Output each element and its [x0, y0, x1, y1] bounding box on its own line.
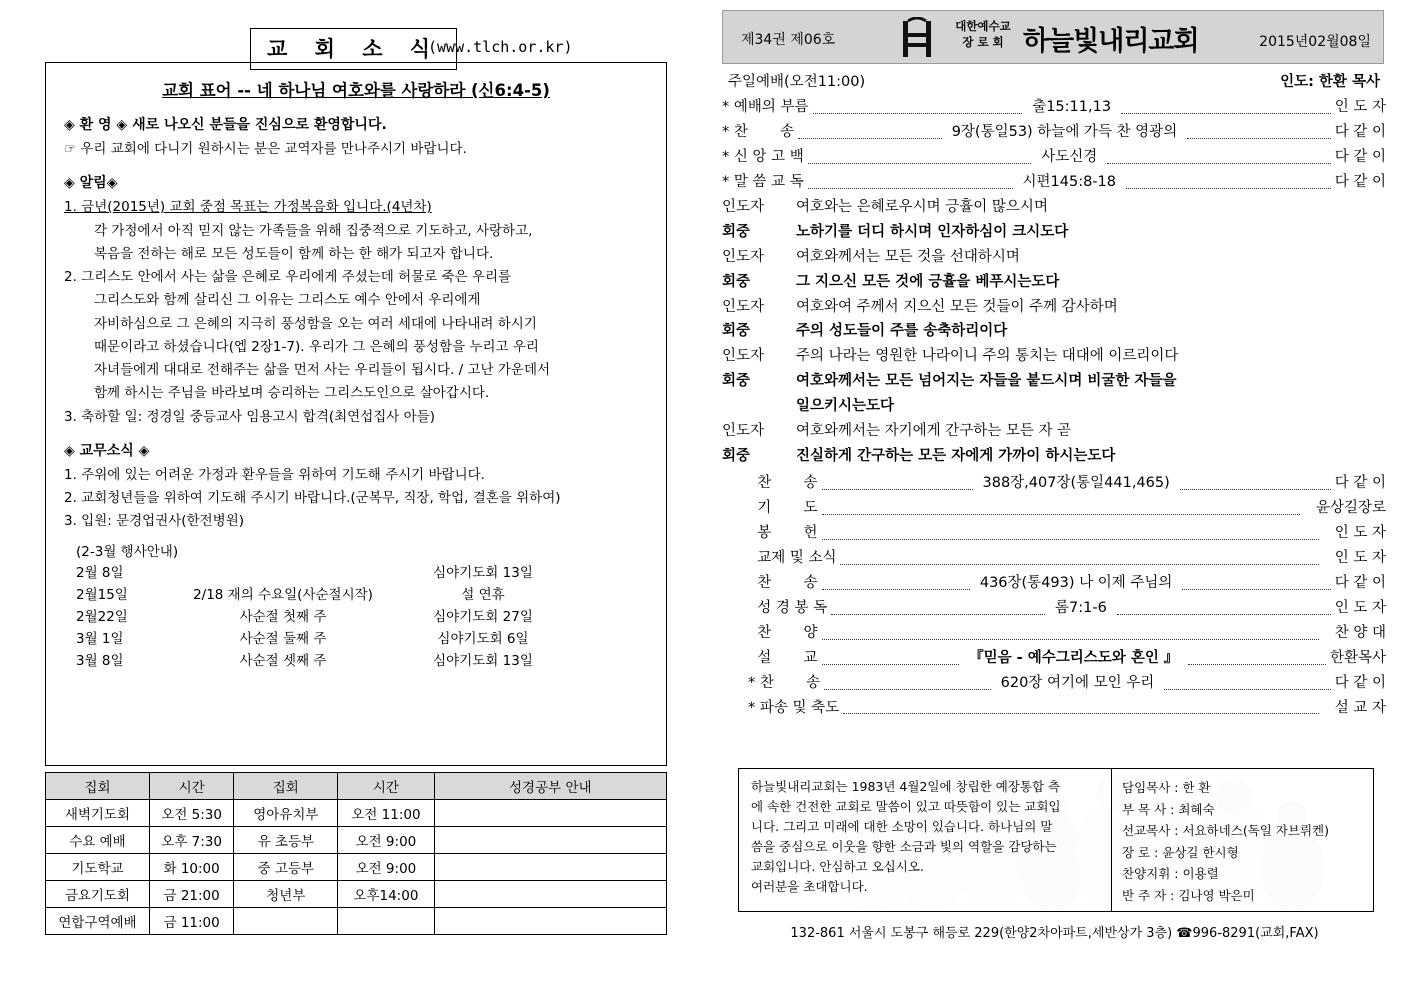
- worship-order: [722, 70, 1386, 720]
- order-line-sermon: [748, 646, 1386, 671]
- order-detail: 시편145:8-18: [1022, 173, 1116, 190]
- order-line: [748, 521, 1386, 546]
- dot-leader: [808, 187, 1013, 189]
- staff-line: 장 로 : 윤상길 한시형: [1122, 844, 1239, 860]
- reading-line: [722, 419, 1386, 444]
- news-box: [45, 62, 667, 766]
- reading-text: 여호와께서는 모든 것을 선대하시며: [796, 248, 1020, 265]
- table-row: [46, 881, 667, 908]
- reading-text: 주의 성도들이 주를 송축하리이다: [796, 323, 1008, 340]
- cell: 오후14:00: [338, 881, 434, 908]
- order-name: * 찬 송: [748, 674, 821, 691]
- order-name: * 찬 송: [722, 123, 795, 140]
- staff-line: 찬양지휘 : 이용렬: [1122, 866, 1219, 881]
- order-part2: [722, 471, 1386, 720]
- staff-line: 담임목사 : 한 환: [1122, 780, 1211, 795]
- event-row: [76, 629, 666, 651]
- cell: 영아유치부: [234, 800, 338, 827]
- dot-leader: [1107, 162, 1331, 164]
- cell: 오후 7:30: [149, 827, 233, 854]
- event-desc: 2/18 재의 수요일(사순절시작): [193, 587, 373, 604]
- cell: 금 11:00: [149, 908, 233, 935]
- column-header: 집회: [234, 773, 338, 800]
- event-note: 설 연휴: [461, 587, 505, 604]
- event-desc: [168, 563, 398, 585]
- cell: [434, 854, 666, 881]
- responsive-reading: [722, 195, 1386, 469]
- reading-speaker: 회중: [722, 223, 751, 240]
- dot-leader: [822, 588, 970, 590]
- dot-leader: [831, 613, 1045, 615]
- reading-line: [722, 319, 1386, 344]
- table-row: [46, 908, 667, 935]
- event-note: 심야기도회 13일: [433, 565, 533, 582]
- order-assignee: 다 같 이: [1334, 475, 1387, 492]
- column-header: 시간: [149, 773, 233, 800]
- cell: [434, 827, 666, 854]
- cell: 화 10:00: [149, 854, 233, 881]
- order-line: [722, 95, 1386, 120]
- reading-text: 진실하게 간구하는 모든 자에게 가까이 하시는도다: [796, 448, 1116, 465]
- right-page: [706, 0, 1403, 992]
- intro-line: 씀을 중심으로 이웃을 향한 소금과 빛의 역할을 감당하는: [751, 839, 1057, 854]
- event-desc: 사순절 셋째 주: [239, 652, 327, 669]
- notice-item: 복음을 전하는 해로 모든 성도들이 함께 하는 한 해가 되고자 합니다.: [94, 245, 494, 262]
- cell: 연합구역예배: [46, 908, 150, 935]
- dot-leader: [1117, 613, 1331, 615]
- order-name: 봉 헌: [748, 524, 818, 541]
- affairs-section: [64, 441, 648, 532]
- event-desc: 사순절 둘째 주: [239, 630, 327, 647]
- event-date: 2월 8일: [76, 565, 124, 582]
- cell: 오전 11:00: [338, 800, 434, 827]
- order-line: [722, 170, 1386, 195]
- order-line: [722, 120, 1386, 145]
- order-line: [748, 621, 1386, 646]
- reading-text: 일으키시는도다: [796, 398, 895, 415]
- church-address: 132-861 서울시 도봉구 해등로 229(한양2차아파트,세반상가 3층) ☎996-8291(교회,FAX): [790, 926, 1319, 941]
- dot-leader: [1187, 137, 1331, 139]
- table-row: [46, 800, 667, 827]
- notice-item: 자비하심으로 그 은혜의 지극히 풍성함을 오는 여러 세대에 나타내려 하시기: [94, 315, 537, 332]
- cell: 금 21:00: [149, 881, 233, 908]
- intro-line: 여러분을 초대합니다.: [751, 879, 868, 894]
- staff-line: 선교목사 : 서요하네스(독일 자브뤼켄): [1122, 823, 1330, 838]
- welcome-section: [64, 115, 648, 159]
- order-line: [748, 671, 1386, 696]
- reading-line: [722, 444, 1386, 469]
- denomination-line2: 장 로 회: [962, 34, 1004, 49]
- church-name: 하늘빛내리교회: [1023, 26, 1199, 57]
- reading-line: [722, 394, 1386, 419]
- cell: 오전 9:00: [338, 854, 434, 881]
- reading-speaker: 인도자: [722, 298, 765, 315]
- notice-item: 1. 금년(2015년) 교회 중점 목표는 가정복음화 입니다.(4년차): [64, 199, 432, 216]
- order-name: 찬 송: [748, 574, 818, 591]
- denomination-name: [941, 19, 1025, 50]
- order-line: [748, 571, 1386, 596]
- cell: 수요 예배: [46, 827, 150, 854]
- cell: 기도학교: [46, 854, 150, 881]
- order-line: [748, 696, 1386, 721]
- reading-speaker: 회중: [722, 448, 751, 465]
- intro-line: 에 속한 건전한 교회로 말씀이 있고 따뜻함이 있는 교회입: [751, 799, 1061, 814]
- cell: [434, 800, 666, 827]
- dot-leader: [822, 538, 1319, 540]
- reading-text: 여호와께서는 자기에게 간구하는 모든 자 곧: [796, 423, 1072, 440]
- reading-speaker: 인도자: [722, 248, 765, 265]
- reading-line: [722, 369, 1386, 394]
- reading-line: [722, 195, 1386, 220]
- dot-leader: [798, 137, 942, 139]
- order-name: 찬 양: [748, 624, 818, 641]
- reading-speaker: 인도자: [722, 198, 765, 215]
- event-date: 3월 8일: [76, 652, 124, 669]
- staff-line: 부 목 사 : 최혜숙: [1122, 801, 1215, 817]
- order-line: [748, 596, 1386, 621]
- order-line: [722, 145, 1386, 170]
- dot-leader: [1180, 488, 1331, 490]
- order-detail: 436장(통493) 나 이제 주님의: [979, 574, 1173, 591]
- order-assignee: 다 같 이: [1334, 574, 1386, 591]
- cell: 유 초등부: [234, 827, 338, 854]
- order-detail: 롬7:1-6: [1055, 599, 1107, 616]
- column-header: 시간: [338, 773, 434, 800]
- reading-text: 여호와는 은혜로우시며 긍휼이 많으시며: [796, 198, 1048, 215]
- reading-text: 여호와여 주께서 지으신 모든 것들이 주께 감사하며: [796, 298, 1118, 315]
- order-name: * 신 앙 고 백: [722, 148, 804, 165]
- bulletin-date: 2015년02월08일: [1259, 34, 1371, 50]
- reading-speaker: 회중: [722, 273, 751, 290]
- event-note: 심야기도회 13일: [433, 652, 533, 669]
- dot-leader: [840, 563, 1318, 565]
- intro-line: 하늘빛내리교회는 1983년 4월2일에 창립한 예장통합 측: [751, 779, 1061, 794]
- order-name: 찬 송: [748, 475, 818, 492]
- event-note: 심야기도회 27일: [433, 609, 533, 626]
- cell: 금요기도회: [46, 881, 150, 908]
- reading-speaker: 회중: [722, 373, 751, 390]
- events-heading: (2-3월 행사안내): [76, 543, 179, 560]
- order-name: * 예배의 부름: [722, 99, 809, 115]
- affairs-heading: ◈ 교무소식 ◈: [64, 442, 150, 459]
- service-leader: 인도: 한환 목사: [1280, 74, 1380, 90]
- order-name: * 파송 및 축도: [748, 699, 840, 716]
- dot-leader: [813, 112, 1023, 114]
- church-slogan: 교회 표어 -- 네 하나님 여호와를 사랑하라 (신6:4-5): [162, 81, 550, 100]
- dot-leader: [822, 488, 973, 490]
- reading-text: 여호와께서는 모든 넘어지는 자들을 붙드시며 비굴한 자들을: [796, 373, 1177, 390]
- order-name: 설 교: [748, 649, 818, 666]
- dot-leader: [1164, 688, 1331, 690]
- table-row: [46, 854, 667, 881]
- bulletin-masthead: [722, 10, 1384, 64]
- order-assignee: 윤상길장로: [1315, 500, 1386, 516]
- affairs-item: 1. 주위에 있는 어려운 가정과 환우들을 위하여 기도해 주시기 바랍니다.: [64, 466, 485, 483]
- event-date: 3월 1일: [76, 630, 124, 647]
- denomination-line1: 대한예수교: [955, 19, 1011, 33]
- column-header: 집회: [46, 773, 150, 800]
- order-detail: 사도신경: [1041, 148, 1098, 165]
- reading-line: [722, 245, 1386, 270]
- order-name: 교제 및 소식: [748, 549, 837, 566]
- order-detail: 388장,407장(통일441,465): [982, 475, 1170, 492]
- reading-line: [722, 344, 1386, 369]
- affairs-item: 2. 교회청년들을 위하여 기도해 주시기 바랍니다.(군복무, 직장, 학업, 결혼을 위하여): [64, 490, 561, 506]
- order-part1: [722, 95, 1386, 195]
- order-assignee: 다 같 이: [1334, 173, 1387, 190]
- event-row: [76, 651, 666, 673]
- dot-leader: [824, 688, 991, 690]
- order-name: 기 도: [748, 500, 818, 516]
- service-title: 주일예배(오전11:00): [728, 74, 866, 90]
- table-header-row: [46, 773, 667, 800]
- staff-list: [1111, 769, 1373, 911]
- cell: 오전 5:30: [149, 800, 233, 827]
- order-assignee: 인 도 자: [1334, 599, 1387, 616]
- reading-text: 주의 나라는 영원한 나라이니 주의 통치는 대대에 이르리이다: [796, 348, 1179, 365]
- reading-text: 노하기를 더디 하시며 인자하심이 크시도다: [796, 223, 1069, 240]
- events-section: [76, 542, 666, 673]
- reading-speaker: 인도자: [722, 423, 765, 440]
- order-assignee: 찬 양 대: [1334, 624, 1386, 641]
- reading-speaker: 인도자: [722, 348, 765, 365]
- order-name: 성 경 봉 독: [748, 599, 828, 616]
- church-logo-icon: [895, 17, 939, 61]
- event-date: 2월15일: [76, 587, 128, 604]
- notice-item: 3. 축하할 일: 정경일 중등교사 임용고시 합격(최연섭집사 아들): [64, 408, 435, 425]
- event-row: [76, 563, 666, 585]
- event-date: 2월22일: [76, 609, 128, 626]
- dot-leader: [843, 712, 1319, 714]
- order-line: [748, 471, 1386, 496]
- intro-line: 니다. 그리고 미래에 대한 소망이 있습니다. 하나님의 말: [751, 819, 1053, 834]
- meeting-schedule-table: [45, 772, 667, 935]
- event-note: 심야기도회 6일: [437, 630, 529, 647]
- church-intro: [739, 769, 1111, 911]
- order-name: * 말 씀 교 독: [722, 173, 804, 190]
- order-assignee: 인 도 자: [1334, 99, 1386, 115]
- dot-leader: [1121, 112, 1331, 114]
- reading-speaker: 회중: [722, 323, 751, 340]
- order-assignee: 다 같 이: [1334, 123, 1386, 140]
- cell: 중 고등부: [234, 854, 338, 881]
- cell: [338, 908, 434, 935]
- notice-item: 그리스도와 함께 살리신 그 이유는 그리스도 예수 안에서 우리에게: [94, 292, 481, 309]
- event-desc: 사순절 첫째 주: [239, 609, 327, 626]
- order-detail: 9장(통일53) 하늘에 가득 찬 영광의: [951, 123, 1178, 140]
- volume-number: 제34권 제06호: [741, 32, 836, 48]
- order-assignee: 인 도 자: [1334, 524, 1386, 541]
- reading-line: [722, 295, 1386, 320]
- cell: 청년부: [234, 881, 338, 908]
- event-row: [76, 585, 666, 607]
- worship-header: [722, 70, 1386, 93]
- event-row: [76, 607, 666, 629]
- cell: 오전 9:00: [338, 827, 434, 854]
- dot-leader: [808, 162, 1032, 164]
- left-page: [0, 0, 690, 992]
- dot-leader: [822, 663, 960, 665]
- welcome-heading: ◈ 환 영 ◈ 새로 나오신 분들을 진심으로 환영합니다.: [64, 117, 387, 133]
- cell: [434, 881, 666, 908]
- intro-line: 교회입니다. 안심하고 오십시오.: [751, 859, 924, 874]
- cell: 새벽기도회: [46, 800, 150, 827]
- welcome-subtext: ☞ 우리 교회에 다니기 원하시는 분은 교역자를 만나주시기 바랍니다.: [64, 141, 467, 157]
- notice-item: 각 가정에서 아직 믿지 않는 가족들을 위해 집중적으로 기도하고, 사랑하고,: [94, 222, 533, 239]
- staff-line: 반 주 자 : 김나영 박은미: [1122, 887, 1255, 903]
- order-line: [748, 546, 1386, 571]
- reading-speaker: [722, 394, 784, 419]
- dot-leader: [822, 638, 1319, 640]
- order-assignee: 다 같 이: [1334, 674, 1387, 691]
- church-info-box: [738, 768, 1374, 912]
- notice-item: 2. 그리스도 안에서 사는 삶을 은혜로 우리에게 주셨는데 허물로 죽은 우리를: [64, 269, 512, 285]
- notice-section: [64, 173, 648, 427]
- column-header: 성경공부 안내: [434, 773, 666, 800]
- order-assignee: 한환목사: [1329, 649, 1387, 666]
- dot-leader: [822, 513, 1300, 515]
- page-title: 교 회 소 식: [250, 28, 457, 70]
- dot-leader: [1182, 588, 1330, 590]
- notice-heading: ◈ 알림◈: [64, 175, 118, 192]
- website-url: (www.tlch.or.kr): [428, 38, 573, 56]
- dot-leader: [1126, 187, 1331, 189]
- sermon-title: 『믿음 - 예수그리스도와 혼인 』: [969, 649, 1179, 666]
- reading-line: [722, 220, 1386, 245]
- order-line: [748, 496, 1386, 521]
- cell: [434, 908, 666, 935]
- order-assignee: 설 교 자: [1334, 699, 1386, 716]
- cell: [234, 908, 338, 935]
- order-detail: 620장 여기에 모인 우리: [1000, 674, 1155, 691]
- notice-item: 함께 하시는 주님을 바라보며 승리하는 그리스도인으로 살아갑시다.: [94, 385, 490, 402]
- affairs-item: 3. 입원: 문경업권사(한전병원): [64, 513, 244, 530]
- reading-line: [722, 270, 1386, 295]
- order-assignee: 다 같 이: [1334, 148, 1386, 165]
- reading-text: 그 지으신 모든 것에 긍휼을 베푸시는도다: [796, 273, 1060, 290]
- dot-leader: [1188, 663, 1326, 665]
- order-assignee: 인 도 자: [1334, 549, 1386, 566]
- notice-item: 때문이라고 하셨습니다(엡 2장1-7). 우리가 그 은혜의 풍성함을 누리고 우리: [94, 338, 539, 355]
- table-row: [46, 827, 667, 854]
- order-detail: 출15:11,13: [1032, 99, 1112, 115]
- notice-item: 자녀들에게 대대로 전해주는 삶을 먼저 사는 우리들이 됩시다. / 고난 가운데서: [94, 362, 551, 378]
